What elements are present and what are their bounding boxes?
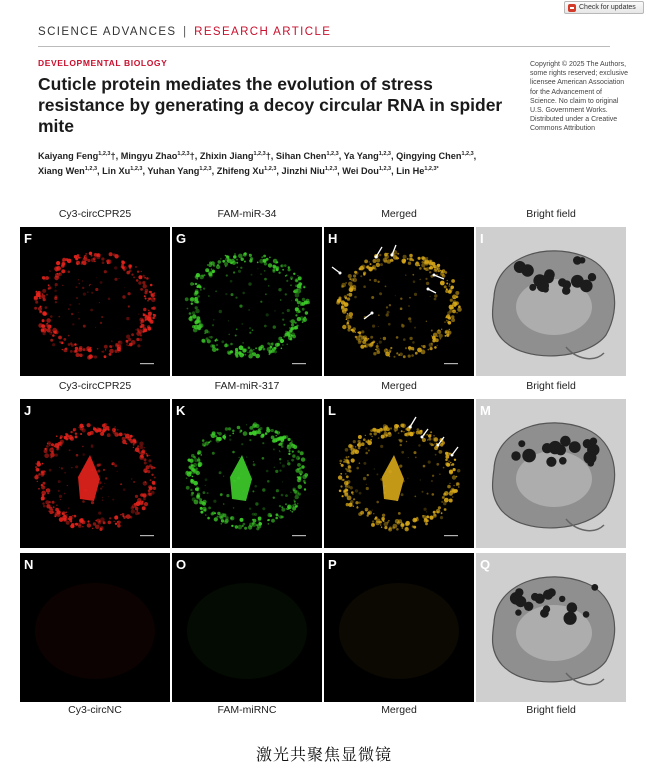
micrograph-image bbox=[20, 227, 170, 376]
micrograph-image bbox=[172, 227, 322, 376]
micrograph-image bbox=[476, 553, 626, 702]
author-mark: , bbox=[337, 165, 340, 176]
panel-letter: H bbox=[328, 231, 338, 246]
micrograph-image bbox=[476, 399, 626, 548]
author-mark: , bbox=[211, 165, 215, 176]
journal-header bbox=[38, 26, 331, 38]
micrograph-panel-l bbox=[324, 399, 474, 548]
micrograph-panel-p bbox=[324, 553, 474, 702]
author-affiliation: 1,2,3 bbox=[326, 151, 339, 157]
micrograph-image bbox=[20, 553, 170, 702]
micrograph-panel-f bbox=[20, 227, 170, 376]
author-affiliation: 1,2,3 bbox=[253, 151, 266, 157]
journal-name: SCIENCE ADVANCES bbox=[38, 26, 177, 38]
column-label: Merged bbox=[381, 208, 417, 220]
column-label: FAM-miR-34 bbox=[217, 208, 277, 220]
author-name: Kaiyang Feng bbox=[38, 151, 99, 162]
author-affiliation: 1,2,3* bbox=[424, 165, 439, 172]
author-name: Zhifeng Xu bbox=[216, 165, 265, 176]
image-caption: 激光共聚焦显微镜 bbox=[255, 745, 392, 764]
author-mark: †, bbox=[110, 151, 119, 162]
author-affiliation: 1,2,3 bbox=[461, 151, 474, 157]
panel-letter: M bbox=[480, 403, 491, 418]
section-tag: DEVELOPMENTAL BIOLOGY bbox=[38, 58, 168, 68]
panel-letter: O bbox=[176, 557, 187, 572]
check-updates-button[interactable] bbox=[564, 1, 644, 14]
micrograph-panel-m bbox=[476, 399, 626, 548]
author-affiliation: 1,2,3 bbox=[324, 165, 338, 172]
column-label: Bright field bbox=[526, 380, 576, 392]
panel-letter: Q bbox=[480, 557, 491, 572]
author-affiliation: 1,2,3 bbox=[98, 151, 111, 157]
update-icon bbox=[568, 4, 576, 12]
author-name: Sihan Chen bbox=[275, 151, 327, 162]
micrograph-panel-k bbox=[172, 399, 322, 548]
micrograph-panel-h bbox=[324, 227, 474, 376]
author-mark: †, bbox=[265, 151, 274, 162]
author-affiliation: 1,2,3 bbox=[378, 151, 391, 157]
author-name: Qingying Chen bbox=[396, 151, 462, 162]
author-name: Mingyu Zhao bbox=[120, 151, 178, 162]
article-title: Cuticle protein mediates the evolution of stress resistance by generating a decoy circular RNA in spider mite bbox=[38, 74, 503, 136]
author-affiliation: 1,2,3 bbox=[264, 165, 277, 172]
column-label: Cy3-circNC bbox=[68, 704, 122, 716]
panel-letter: L bbox=[328, 403, 336, 418]
author-mark: †, bbox=[189, 151, 198, 162]
check-updates-label: Check for updates bbox=[579, 4, 636, 11]
micrograph-panel-o bbox=[172, 553, 322, 702]
panel-letter: F bbox=[24, 231, 32, 246]
panel-letter: J bbox=[24, 403, 32, 418]
panel-letter: I bbox=[480, 231, 484, 246]
author-mark: , bbox=[142, 165, 146, 176]
author-name: Xiang Wen bbox=[38, 165, 85, 176]
author-affiliation: 1,2,3 bbox=[84, 165, 98, 172]
micrograph-panel-j bbox=[20, 399, 170, 548]
micrograph-image bbox=[20, 399, 170, 548]
author-mark: , bbox=[276, 165, 279, 176]
micrograph-image bbox=[172, 399, 322, 548]
micrograph-panel-q bbox=[476, 553, 626, 702]
micrograph-image bbox=[172, 553, 322, 702]
micrograph-panel-n bbox=[20, 553, 170, 702]
micrograph-image bbox=[324, 553, 474, 702]
author-mark: , bbox=[338, 151, 342, 162]
author-affiliation: 1,2,3 bbox=[378, 165, 392, 172]
column-label: FAM-miRNC bbox=[217, 704, 277, 716]
column-label: Cy3-circCPR25 bbox=[58, 208, 132, 220]
copyright-notice: Copyright © 2025 The Authors, some rights reserved; exclusive licensee American Association for the Advancement of Science. No claim to original U.S. Government Works. Distributed under a Creative Commons Attribution bbox=[530, 61, 629, 133]
column-label: FAM-miR-317 bbox=[214, 380, 280, 392]
author-mark: , bbox=[473, 151, 477, 162]
author-affiliation: 1,2,3 bbox=[130, 165, 143, 172]
column-label: Bright field bbox=[526, 704, 576, 716]
author-name: Wei Dou bbox=[342, 165, 379, 176]
column-label: Bright field bbox=[526, 208, 576, 220]
micrograph-panel-i bbox=[476, 227, 626, 376]
panel-letter: G bbox=[176, 231, 187, 246]
author-mark: , bbox=[390, 151, 394, 162]
column-label: Cy3-circCPR25 bbox=[58, 380, 132, 392]
micrograph-image bbox=[476, 227, 626, 376]
article-type: RESEARCH ARTICLE bbox=[194, 26, 332, 38]
author-name: Lin Xu bbox=[102, 165, 131, 176]
header-separator: | bbox=[183, 26, 188, 38]
author-name: Lin He bbox=[396, 165, 425, 176]
panel-letter: P bbox=[328, 557, 337, 572]
panel-letter: N bbox=[24, 557, 34, 572]
author-affiliation: 1,2,3 bbox=[177, 151, 190, 157]
author-list bbox=[38, 148, 488, 177]
panel-letter: K bbox=[176, 403, 186, 418]
author-name: Zhixin Jiang bbox=[199, 151, 254, 162]
author-affiliation: 1,2,3 bbox=[199, 165, 212, 172]
column-label: Merged bbox=[381, 704, 417, 716]
author-mark: , bbox=[391, 165, 394, 176]
micrograph-panel-g bbox=[172, 227, 322, 376]
author-name: Jinzhi Niu bbox=[281, 165, 325, 176]
author-mark: , bbox=[97, 165, 100, 176]
column-label: Merged bbox=[381, 380, 417, 392]
micrograph-image bbox=[324, 227, 474, 376]
header-divider bbox=[38, 46, 610, 47]
author-name: Ya Yang bbox=[343, 151, 379, 162]
micrograph-image bbox=[324, 399, 474, 548]
author-name: Yuhan Yang bbox=[147, 165, 200, 176]
figure-panels bbox=[18, 208, 628, 728]
